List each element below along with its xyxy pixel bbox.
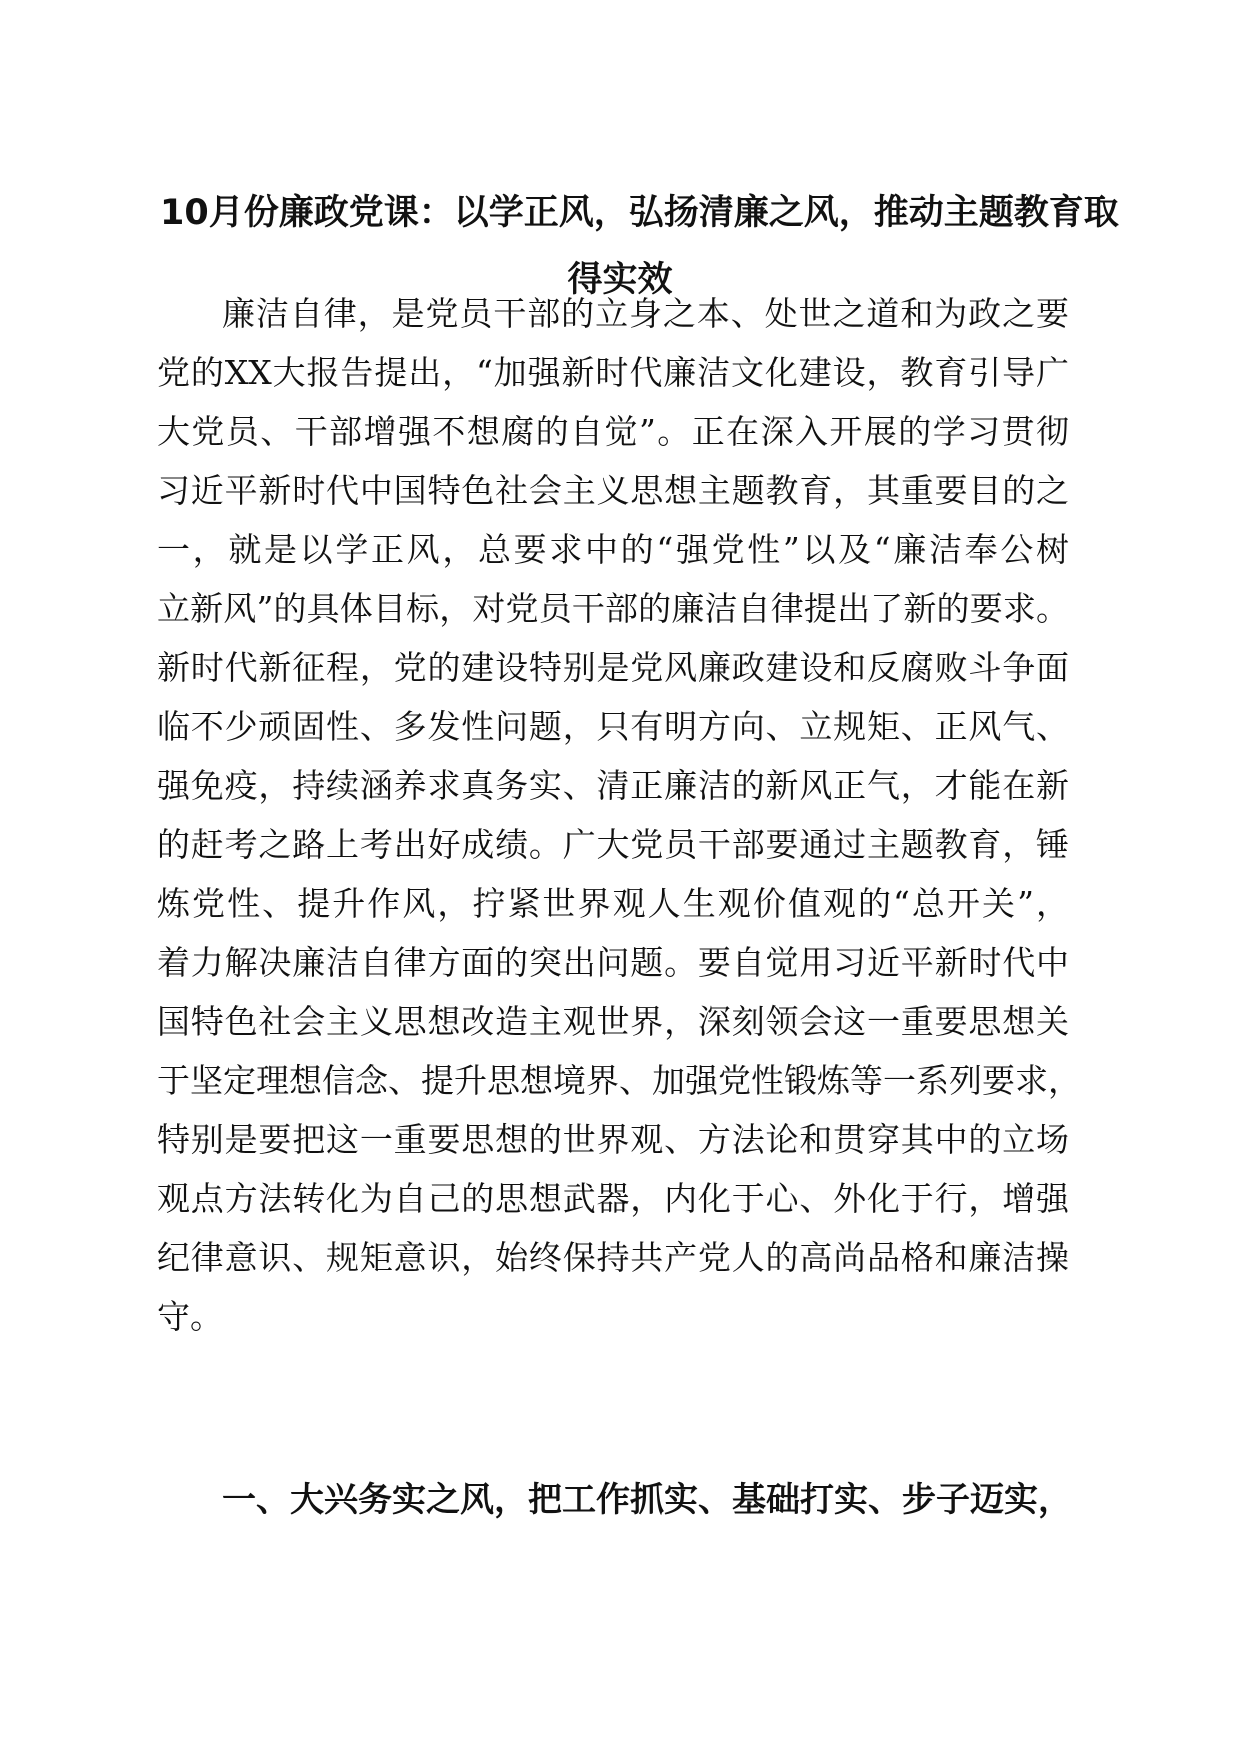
paragraph-line: 于坚定理想信念、提升思想境界、加强党性锻炼等一系列要求， [157,1061,1081,1100]
paragraph-line: 特别是要把这一重要思想的世界观、方法论和贯穿其中的立场 [157,1120,1069,1159]
paragraph-line: 炼党性、提升作风，拧紧世界观人生观价值观的“总开关”， [157,884,1069,923]
paragraph-line: 着力解决廉洁自律方面的突出问题。要自觉用习近平新时代中 [157,943,1069,982]
paragraph-line: 一，就是以学正风，总要求中的“强党性”以及“廉洁奉公树 [157,530,1069,569]
document-title-line-1: 10月份廉政党课：以学正风，弘扬清廉之风，推动主题教育取 [160,193,1119,233]
paragraph-line: 守。 [157,1297,223,1336]
section-heading: 一、大兴务实之风，把工作抓实、基础打实、步子迈实， [222,1480,1072,1520]
paragraph-line: 大党员、干部增强不想腐的自觉”。正在深入开展的学习贯彻 [157,412,1069,451]
paragraph-line: 廉洁自律，是党员干部的立身之本、处世之道和为政之要 [222,294,1069,333]
paragraph-line: 强免疫，持续涵养求真务实、清正廉洁的新风正气，才能在新 [157,766,1069,805]
paragraph-line: 纪律意识、规矩意识，始终保持共产党人的高尚品格和廉洁操 [157,1238,1069,1277]
paragraph-line: 的赶考之路上考出好成绩。广大党员干部要通过主题教育，锤 [157,825,1069,864]
paragraph-line: 临不少顽固性、多发性问题，只有明方向、立规矩、正风气、 [157,707,1069,746]
paragraph-line: 党的XX大报告提出，“加强新时代廉洁文化建设，教育引导广 [157,353,1069,392]
paragraph-line: 国特色社会主义思想改造主观世界，深刻领会这一重要思想关 [157,1002,1069,1041]
paragraph-line: 新时代新征程，党的建设特别是党风廉政建设和反腐败斗争面 [157,648,1069,687]
paragraph-line: 习近平新时代中国特色社会主义思想主题教育，其重要目的之 [157,471,1069,510]
document-title-line-2: 得实效 [567,260,673,300]
paragraph-line: 观点方法转化为自己的思想武器，内化于心、外化于行，增强 [157,1179,1069,1218]
paragraph-line: 立新风”的具体目标，对党员干部的廉洁自律提出了新的要求。 [157,589,1069,628]
